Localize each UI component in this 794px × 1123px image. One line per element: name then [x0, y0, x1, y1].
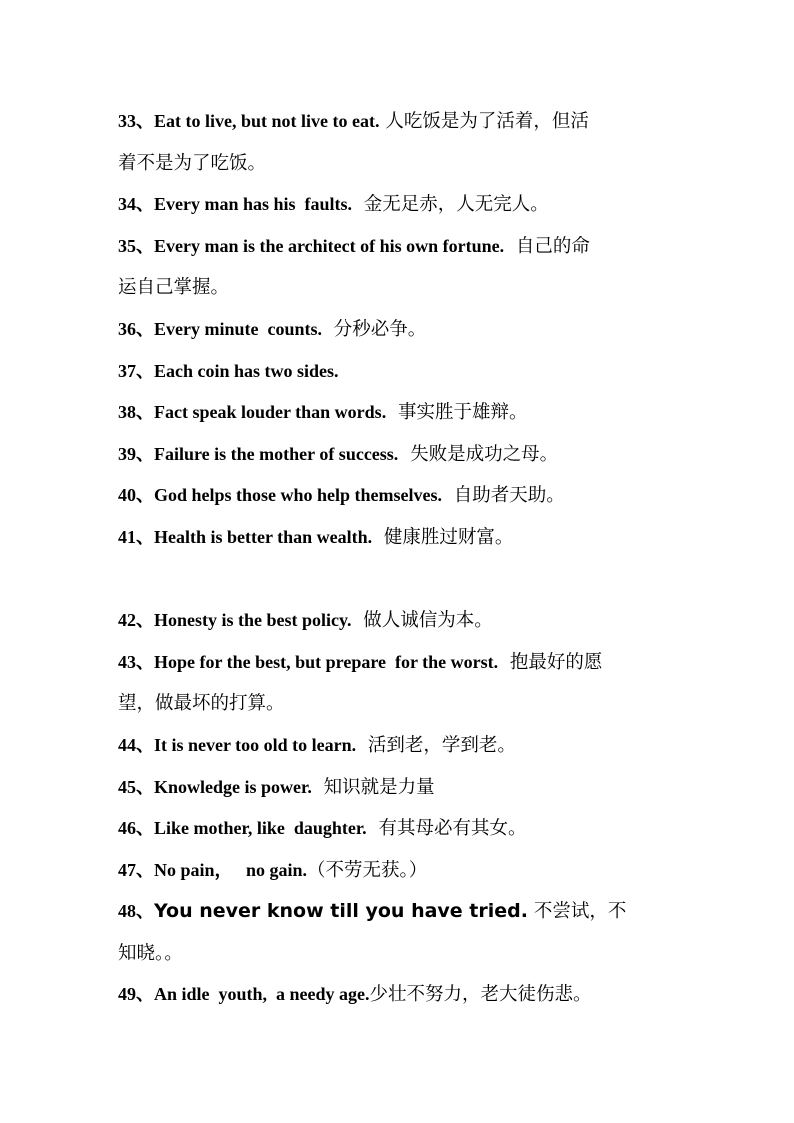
proverb-english: God helps those who help themselves. — [154, 485, 443, 506]
proverb-chinese: （不劳无获。） — [307, 859, 428, 881]
proverb-chinese: 健康胜过财富。 — [372, 526, 514, 548]
proverb-english: Health is better than wealth. — [154, 526, 373, 547]
proverb-english: You never know till you have tried. — [154, 900, 528, 923]
proverb-number: 43、 — [118, 651, 154, 672]
proverb-english: Every man has his faults. — [154, 194, 353, 215]
proverb-line — [118, 683, 688, 725]
proverb-number: 36、 — [118, 318, 154, 339]
proverb-chinese: 运自己掌握。 — [118, 277, 230, 299]
proverb-number: 47、 — [118, 859, 154, 880]
proverb-english: Failure is the mother of success. — [154, 443, 399, 464]
proverb-chinese: 抱最好的愿 — [498, 651, 603, 673]
proverb-number: 41、 — [118, 526, 154, 547]
proverb-number: 39、 — [118, 443, 154, 464]
proverb-english: Every man is the architect of his own fortune. — [154, 235, 505, 256]
proverb-line — [118, 891, 688, 933]
proverb-number: 34、 — [118, 194, 154, 215]
proverb-line — [118, 808, 688, 850]
proverb-chinese: 有其母必有其女。 — [366, 818, 527, 840]
proverb-english: Like mother, like daughter. — [154, 818, 367, 839]
proverb-number: 45、 — [118, 776, 154, 797]
proverb-line — [118, 434, 688, 476]
proverb-line — [118, 933, 688, 975]
proverb-chinese: 不尝试，不 — [527, 901, 627, 923]
proverb-english: Every minute counts. — [154, 318, 322, 339]
proverb-line — [118, 101, 688, 143]
proverb-english: Fact speak louder than words. — [154, 402, 387, 423]
proverb-line — [118, 850, 688, 892]
proverb-chinese: 着不是为了吃饭。 — [118, 152, 267, 174]
proverb-chinese: 事实胜于雄辩。 — [386, 402, 528, 424]
proverb-line — [118, 143, 688, 185]
proverb-line — [118, 600, 688, 642]
proverb-number: 37、 — [118, 360, 154, 381]
proverb-number: 42、 — [118, 610, 154, 631]
proverb-english: Honesty is the best policy. — [154, 610, 352, 631]
proverb-line — [118, 725, 688, 767]
proverb-chinese: 活到老，学到老。 — [356, 734, 516, 756]
proverb-line — [118, 767, 688, 809]
proverb-chinese: 知识就是力量 — [311, 776, 435, 798]
proverb-line — [118, 267, 688, 309]
proverb-chinese: 做人诚信为本。 — [351, 610, 493, 632]
proverb-line — [118, 642, 688, 684]
proverb-chinese: 金无足赤，人无完人。 — [352, 194, 549, 216]
proverb-chinese: 望，做最坏的打算。 — [118, 693, 285, 715]
proverb-english: Knowledge is power. — [154, 776, 312, 797]
proverb-line — [118, 309, 688, 351]
proverb-english: It is never too old to learn. — [154, 734, 357, 755]
proverb-number: 40、 — [118, 485, 154, 506]
proverb-line — [118, 475, 688, 517]
proverb-english: An idle youth, a needy age. — [154, 984, 370, 1005]
proverb-line — [118, 517, 688, 559]
proverb-number: 49、 — [118, 984, 154, 1005]
proverb-english: Eat to live, but not live to eat. — [154, 111, 380, 131]
proverb-chinese: 自己的命 — [504, 235, 590, 257]
proverb-chinese: 知晓。。 — [118, 942, 183, 964]
proverb-number: 44、 — [118, 734, 154, 755]
proverb-chinese: 失败是成功之母。 — [398, 443, 559, 465]
proverb-chinese: 分秒必争。 — [322, 318, 427, 340]
proverb-number: 46、 — [118, 818, 154, 839]
proverb-english: Each coin has two sides. — [154, 360, 339, 381]
blank-line — [118, 559, 688, 601]
proverb-line — [118, 184, 688, 226]
proverb-number: 33、 — [118, 111, 154, 131]
proverb-number: 35、 — [118, 235, 154, 256]
proverb-chinese: 少壮不努力，老大徒伤悲。 — [369, 984, 592, 1006]
proverb-list — [118, 101, 688, 1016]
proverb-english: Hope for the best, but prepare for the worst. — [154, 651, 499, 672]
proverb-english: No pain， no gain. — [154, 859, 308, 880]
proverb-number: 38、 — [118, 402, 154, 423]
proverb-line — [118, 974, 688, 1016]
proverb-line — [118, 226, 688, 268]
proverb-chinese: 自助者天助。 — [442, 485, 565, 507]
proverb-line — [118, 392, 688, 434]
proverb-line — [118, 351, 688, 393]
proverb-number: 48、 — [118, 901, 154, 922]
proverb-chinese: 人吃饭是为了活着，但活 — [379, 111, 589, 132]
